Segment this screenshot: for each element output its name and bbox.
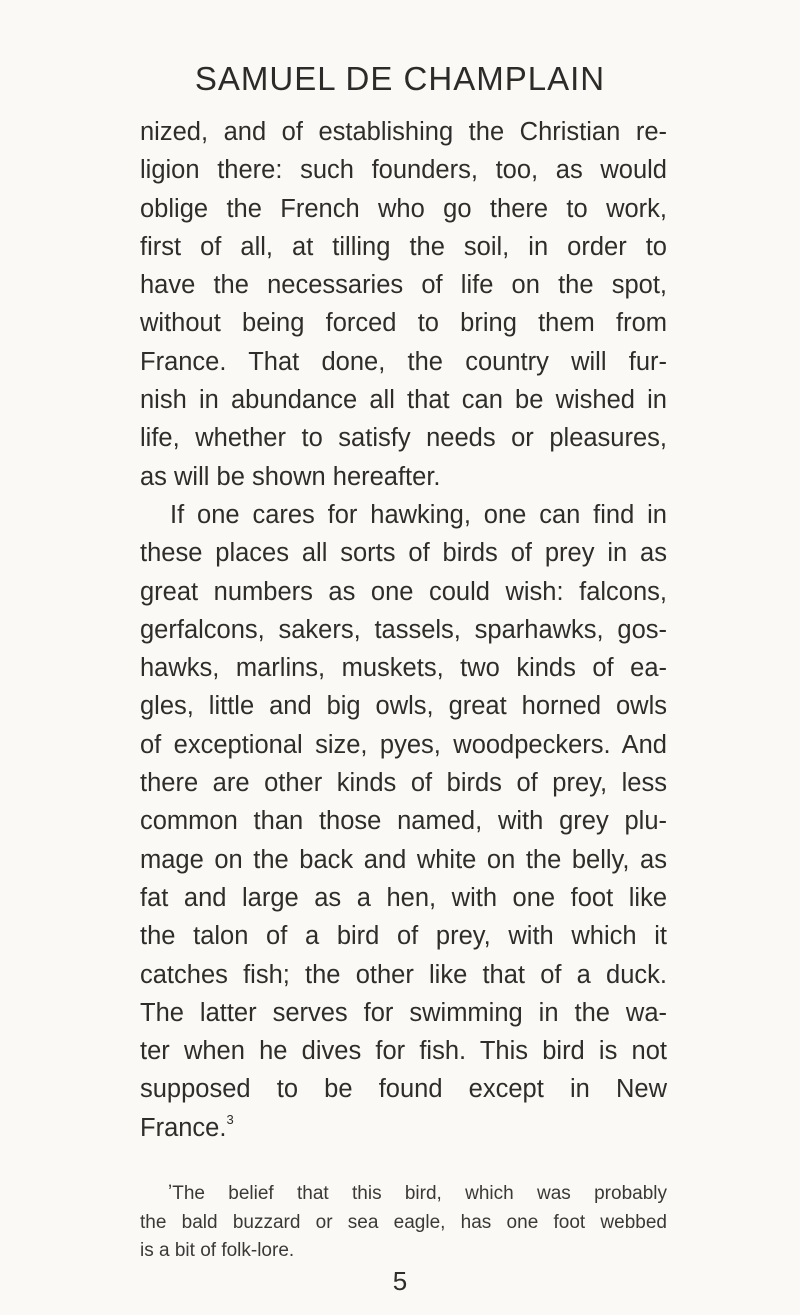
text-line: gles, little and big owls, great horned owls xyxy=(140,692,667,721)
page-number: 5 xyxy=(392,1266,408,1296)
text-line: life, whether to satisfy needs or pleasures, xyxy=(140,424,667,453)
text-line-last xyxy=(140,1109,667,1147)
text-line-content: France. xyxy=(140,1113,227,1142)
text-line: fat and large as a hen, with one foot like xyxy=(140,883,667,912)
text-line: common than those named, with grey plu- xyxy=(140,807,667,836)
text-line: have the necessaries of life on the spot, xyxy=(140,271,667,300)
text-line: great numbers as one could wish: falcons, xyxy=(140,577,667,606)
text-line-paragraph-start: If one cares for hawking, one can find in xyxy=(170,500,667,529)
text-line: these places all sorts of birds of prey in as xyxy=(140,539,667,568)
text-line: of exceptional size, pyes, woodpeckers. And xyxy=(140,730,667,759)
text-line: France. That done, the country will fur- xyxy=(140,347,667,376)
text-line: the talon of a bird of prey, with which it xyxy=(140,922,667,951)
text-line: nized, and of establishing the Christian re- xyxy=(140,118,667,146)
footnote-marker: ʼ xyxy=(168,1183,173,1204)
text-line: there are other kinds of birds of prey, less xyxy=(140,769,667,798)
footnote xyxy=(140,1180,667,1266)
text-line: hawks, marlins, muskets, two kinds of ea- xyxy=(140,654,667,683)
footnote-line: is a bit of folk-lore. xyxy=(140,1240,295,1261)
text-line: ter when he dives for fish. This bird is not xyxy=(140,1037,667,1066)
text-line: as will be shown hereafter. xyxy=(140,462,441,491)
footnote-line-text: The belief that this bird, which was probably xyxy=(172,1183,667,1204)
text-line: mage on the back and white on the belly, as xyxy=(140,845,667,874)
text-line: nish in abundance all that can be wished in xyxy=(140,386,667,415)
text-line: oblige the French who go there to work, xyxy=(140,194,667,223)
text-line: gerfalcons, sakers, tassels, sparhawks, gos- xyxy=(140,615,667,644)
text-line: ligion there: such founders, too, as would xyxy=(140,156,667,185)
body-text xyxy=(140,113,667,1147)
footnote-line xyxy=(140,1180,667,1209)
footnote-reference: 3 xyxy=(226,1111,234,1127)
text-line: without being forced to bring them from xyxy=(140,309,667,338)
footnote-line: the bald buzzard or sea eagle, has one foot webbed xyxy=(140,1211,667,1233)
running-head: SAMUEL DE CHAMPLAIN xyxy=(194,60,606,97)
text-line: catches fish; the other like that of a duck. xyxy=(140,960,667,989)
text-line: supposed to be found except in New xyxy=(140,1075,667,1104)
text-line: first of all, at tilling the soil, in order to xyxy=(140,232,667,261)
text-line: The latter serves for swimming in the wa- xyxy=(140,998,667,1027)
